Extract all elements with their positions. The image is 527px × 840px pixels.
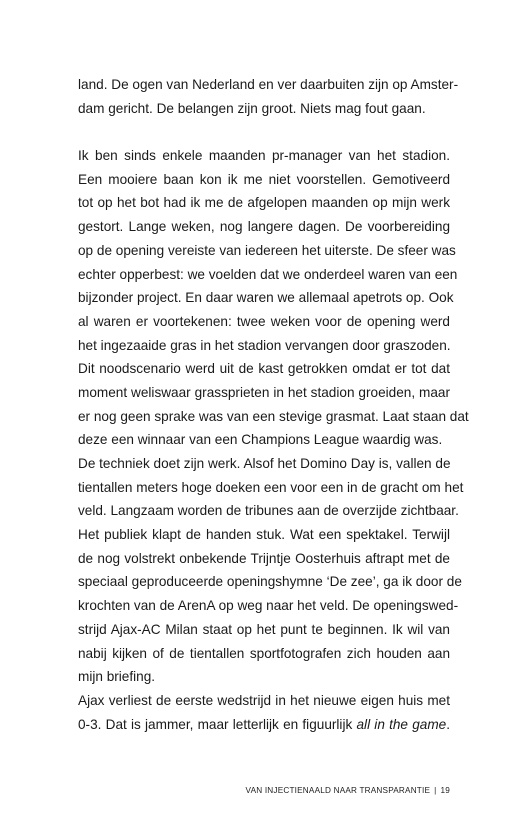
paragraph-4 <box>78 689 450 736</box>
text-line: Het publiek klapt de handen stuk. Wat een spektakel. Terwijl <box>78 527 450 543</box>
text-line: bijzonder project. En daar waren we allemaal apetrots op. Ook <box>78 290 454 306</box>
text-line: de nog volstrekt onbekende Trijntje Oosterhuis aftrapt met de <box>78 550 450 566</box>
paragraph-1 <box>78 73 459 120</box>
text-line <box>78 713 450 737</box>
italic-phrase: all in the game <box>356 716 447 732</box>
text-line: De techniek doet zijn werk. Alsof het Domino Day is, vallen de <box>78 456 451 471</box>
paragraph-2 <box>78 144 469 452</box>
text-line: tot op het bot had ik me de afgelopen maanden op mijn werk <box>78 195 450 211</box>
text-line: tientallen meters hoge doeken een voor een in de gracht om het <box>78 479 464 495</box>
text-fragment: . <box>446 716 450 732</box>
text-line: echter opperbest: we voelden dat we onderdeel waren van een <box>78 266 458 282</box>
text-line: er nog geen sprake was van een stevige grasmat. Laat staan dat <box>78 408 469 424</box>
text-line: deze een winnaar van een Champions League waardig was. <box>78 432 443 448</box>
text-line: Ajax verliest de eerste wedstrijd in het nieuwe eigen huis met <box>78 692 450 708</box>
running-head: VAN INJECTIENAALD NAAR TRANSPARANTIE <box>245 786 431 795</box>
text-line: Ik ben sinds enkele maanden pr-manager van het stadion. <box>78 148 450 164</box>
paragraph-gap <box>78 120 450 144</box>
text-line: moment weliswaar grassprieten in het stadion groeiden, maar <box>78 384 450 400</box>
text-line: mijn briefing. <box>78 669 156 685</box>
text-line: het ingezaaide gras in het stadion vervangen door graszoden. <box>78 337 451 353</box>
text-line: Een mooiere baan kon ik me niet voorstellen. Gemotiveerd <box>78 171 450 187</box>
text-line: nabij kijken of de tientallen sportfotografen zich houden aan <box>78 645 450 661</box>
text-fragment: 0-3. Dat is jammer, maar letterlijk en figuurlijk <box>78 716 357 732</box>
text-line: land. De ogen van Nederland en ver daarbuiten zijn op Amster- <box>78 77 459 92</box>
text-line: op de opening vereiste van iedereen het uiterste. De sfeer was <box>78 242 456 258</box>
text-line: gestort. Lange weken, nog langere dagen. De voorbereiding <box>78 219 450 235</box>
running-footer <box>246 786 450 795</box>
page-number: 19 <box>440 786 450 795</box>
text-line: speciaal geproduceerde openingshymne ‘De zee’, ga ik door de <box>78 574 462 590</box>
text-line: krochten van de ArenA op weg naar het veld. De openingswed- <box>78 598 459 614</box>
page-body <box>78 73 469 736</box>
text-line: Dit noodscenario werd uit de kast getrokken omdat er tot dat <box>78 361 450 377</box>
text-line: strijd Ajax-AC Milan staat op het punt te beginnen. Ik wil van <box>78 621 450 637</box>
text-line: al waren er voortekenen: twee weken voor de opening werd <box>78 313 450 329</box>
paragraph-3 <box>78 452 464 689</box>
text-line: veld. Langzaam worden de tribunes aan de overzijde zichtbaar. <box>78 503 459 519</box>
text-line: dam gericht. De belangen zijn groot. Niets mag fout gaan. <box>78 100 426 116</box>
footer-separator: | <box>434 786 437 795</box>
